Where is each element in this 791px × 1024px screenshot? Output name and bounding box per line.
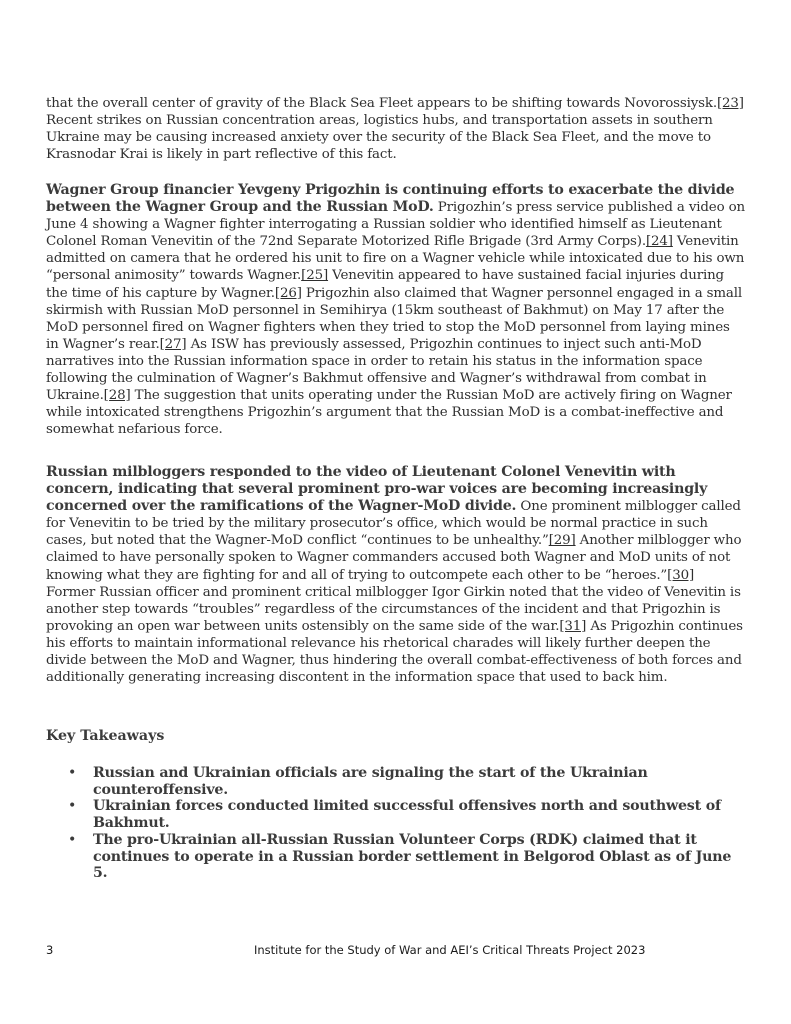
footnote-link[interactable]: [29] [548,533,576,549]
paragraph-lead-sentence: Wagner Group financier Yevgeny Prigozhin is continuing efforts to exacerbate the divide between the Wagner Group and the Russian MoD. [46,182,735,216]
key-takeaways-list [46,765,736,882]
footnote-link[interactable]: [23] [716,96,744,111]
paragraph-milbloggers [46,464,746,686]
paragraph-segment: Prigozhin also claimed that Wagner personnel engaged in a small skirmish with Russian MoD personnel in Semihirya (15km southeast of Bakhmut) on May 17 after the MoD personnel fired on Wagner fighters when they tried to stop the MoD personnel from laying mines in Wagner’s rear. [46,285,743,352]
paragraph-prigozhin-video [46,182,746,438]
takeaway-item [46,798,736,831]
paragraph-segment: As Prigozhin continues his efforts to maintain informational relevance his rhetorical charades will likely further deepen the divide between the MoD and Wagner, thus hindering the overall combat-effectiveness of both forces and additionally generating increasing discontent in the information space that used to back him. [46,618,743,686]
footnote-link[interactable]: [28] [103,388,131,404]
footnote-link[interactable]: [25] [301,268,329,284]
paragraph-black-sea-fleet [46,95,746,163]
paragraph-text [46,464,746,686]
paragraph-segment: that the overall center of gravity of the Black Sea Fleet appears to be shifting towards Novorossiysk. [46,96,717,111]
takeaway-text: Ukrainian forces conducted limited successful offensives north and southwest of Bakhmut. [93,798,721,832]
takeaway-text: The pro-Ukrainian all-Russian Russian Volunteer Corps (RDK) claimed that it continues to operate in a Russian border settlement in Belgorod Oblast as of June 5. [93,831,732,882]
paragraph-segment: One prominent milblogger called for Venevitin to be tried by the military prosecutor’s office, which would be normal practice in such cases, but noted that the Wagner-MoD conflict “continues to be unhealthy.” [46,499,741,549]
bullet-icon: • [68,798,77,815]
paragraph-text [46,95,746,163]
footnote-link[interactable]: [24] [645,234,673,250]
paragraph-segment: Former Russian officer and prominent critical milblogger Igor Girkin noted that the video of Venevitin is another step towards “troubles” regardless of the circumstances of the incident and that Prigozhin is provoking an open war between units ostensibly on the same side of the war. [46,584,741,634]
page-footer [46,943,746,961]
footnote-link[interactable]: [31] [559,618,587,634]
bullet-icon: • [68,831,77,848]
paragraph-segment: Venevitin admitted on camera that he ordered his unit to fire on a Wagner vehicle while intoxicated due to his own “personal animosity” towards Wagner. [46,234,745,284]
paragraph-segment: As ISW has previously assessed, Prigozhin continues to inject such anti-MoD narratives into the Russian information space in order to retain his status in the information space following the culmination of Wagner’s Bakhmut offensive and Wagner’s withdrawal from combat in Ukraine. [46,336,707,404]
footnote-link[interactable]: [30] [667,567,695,583]
paragraph-segment: Venevitin appeared to have sustained facial injuries during the time of his capture by Wagner. [46,268,724,301]
page-number: 3 [46,943,54,957]
paragraph-segment: The suggestion that units operating under the Russian MoD are actively firing on Wagner while intoxicated strengthens Prigozhin’s argument that the Russian MoD is a combat-ineffective and somewhat nefarious force. [46,388,732,438]
footnote-link[interactable]: [27] [159,336,187,352]
paragraph-segment: Another milblogger who claimed to have personally spoken to Wagner commanders accused both Wagner and MoD units of not knowing what they are fighting for and all of trying to outcompete each other to be “heroes.” [46,533,742,583]
paragraph-segment: Recent strikes on Russian concentration areas, logistics hubs, and transportation assets in southern Ukraine may be causing increased anxiety over the security of the Black Sea Fleet, and the move to Krasnodar Krai is likely in part reflective of this fact. [46,113,713,163]
takeaway-text: Russian and Ukrainian officials are signaling the start of the Ukrainian counteroffensive. [93,765,648,798]
takeaway-item [46,765,736,798]
key-takeaways-heading: Key Takeaways [46,728,165,744]
bullet-icon: • [68,765,77,781]
footer-organization: Institute for the Study of War and AEI’s Critical Threats Project 2023 [254,943,646,957]
footnote-link[interactable]: [26] [274,285,302,301]
paragraph-lead-sentence: Russian milbloggers responded to the video of Lieutenant Colonel Venevitin with concern, indicating that several prominent pro-war voices are becoming increasingly concerned over the ramifications of the Wagner-MoD divide. [46,464,708,515]
paragraph-segment: Prigozhin’s press service published a video on June 4 showing a Wagner fighter interrogating a Russian soldier who identified himself as Lieutenant Colonel Roman Venevitin of the 72nd Separate Motorized Rifle Brigade (3rd Army Corps). [46,200,745,250]
takeaway-item [46,832,736,882]
paragraph-text [46,182,746,438]
